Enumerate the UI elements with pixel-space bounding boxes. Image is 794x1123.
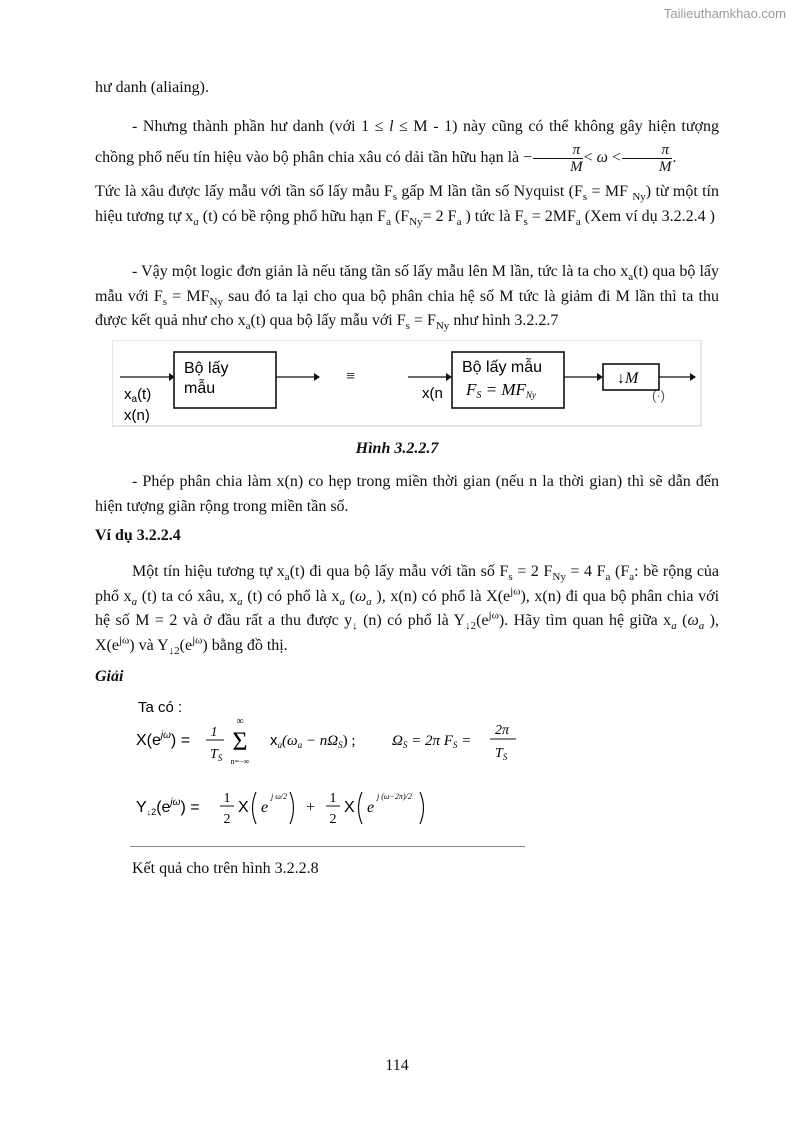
formula-paren-open-2 [359,792,363,824]
formula-X1: X [238,799,249,816]
formula-half-den-2: 2 [329,812,337,827]
solution-heading: Giải [95,668,124,685]
formula-sum-bottom: n=−∞ [230,757,250,766]
formula-half-num: 1 [223,791,231,806]
sampler-box-right-line2: FS = MFNy [466,380,536,401]
formula-term: $x_a(\omega_a - n\Omega_S)$ ; [270,732,356,750]
formula-paren-close-2 [420,792,424,824]
paragraph-result: Kết quả cho trên hình 3.2.2.8 [132,860,319,877]
formula-lhs2: $Y↓2(e^{j\omega})$ = [136,797,200,817]
page-number: 114 [385,1057,409,1074]
formula-one: 1 [210,725,218,740]
formula-exp2: j (ω−2π)/2 [377,792,412,801]
equivalence-sign: ≡ [346,368,356,385]
formula-divider [130,846,525,847]
paragraph-aliasing-condition: - Nhưng thành phần hư danh (với 1 ≤ l ≤ M - 1) này cũng có thể không gây hiện tượng chồng phổ nếu tín hiệu vào bộ phân chia xâu có dải tần hữu hạn là − $\frac{\pi}{M}$ < ω < $\frac{\pi}{M}$ . [95,118,719,175]
watermark: Tailieuthamkhao.com [663,6,786,21]
sampler-box-left-line1: Bộ lấy [184,360,229,377]
output-label-xn: x(n) [124,407,150,424]
formula-ts: $T_S$ [210,747,223,763]
decimator-label: ↓M [617,370,639,387]
formula-two-pi: 2π [494,723,510,738]
sampler-box-right-line1: Bộ lấy mẫu [462,359,543,376]
paragraph-example: Một tín hiệu tương tự $x_a(t)$ đi qua bộ lấy mẫu với tần số $F_s = 2$ $F_{Ny} = 4$ $F_a$ ($F_a$: bề rộng của phổ $x_a$ (t) ta có xâu, $x_a$ (t) có phổ là $x_a$ ($\omega_a$ ), x(n) có phổ là $X(e^{j\omega})$, x(n) đi qua bộ phân chia với hệ số M = 2 và ở đầu rất a thu được $y_↓$ (n) có phổ là $Y_{↓2}(e^{j\omega})$. Hãy tìm quan hệ giữa $x_a$ ($\omega_a$ ), $X(e^{j\omega})$ và $Y_{↓2}(e^{j\omega})$ bằng đồ thị. [95,563,720,657]
paragraph-time-compression: - Phép phân chia làm x(n) co hẹp trong miền thời gian (nếu n la thời gian) thì sẽ dẫn đến hiện tượng giãn rộng trong miền tần số. [95,473,719,515]
formula-ts-2: $T_S$ [495,746,508,762]
formula-intro: Ta có : [138,699,183,716]
example-heading: Ví dụ 3.2.2.4 [95,527,181,544]
formula-sum: Σ [232,727,248,756]
fraction-pi-over-M: $\frac{\pi}{M}$ [533,142,583,175]
figure-caption: Hình 3.2.2.7 [355,440,439,457]
input-label-xa: $x_a(t)$ [124,386,152,405]
formula-half-den: 2 [223,812,231,827]
block-diagram [112,340,702,427]
formula-lhs1: $X(e^{j\omega})$ = [136,730,191,749]
formula-paren-open-1 [253,792,257,824]
fraction-pi-over-M-2: $\frac{\pi}{M}$ [622,142,672,175]
formula-plus: + [306,799,316,816]
paragraph-aliasing: hư danh (aliaing). [95,79,209,96]
sampler-box-left-line2: mẫu [184,380,216,397]
formula-sum-top: ∞ [236,716,244,727]
formula-e1: e [261,799,269,816]
formula-X2: X [344,799,355,816]
output-label-right: (·) [652,388,665,403]
input-label-xn-right: x(n [422,385,443,402]
formula-half-num-2: 1 [329,791,337,806]
formula-e2: e [367,799,375,816]
paragraph-logic: - Vậy một logic đơn giản là nếu tăng tần số lấy mẫu lên M lần, tức là ta cho $x_a(t)$ qua bộ lấy mẫu với $F_s = MF_{Ny}$ sau đó ta lại cho qua bộ phân chia hệ số M tức là giảm đi M lần thì ta thu được kết quả như cho $x_a(t)$ qua bộ lấy mẫu với $F_s = F_{Ny}$ như hình 3.2.2.7 [95,263,720,333]
formula-paren-close-1 [290,792,294,824]
formula-exp1: j ω/2 [271,792,288,801]
formula-omega-s: $\Omega_S = 2\pi$ $F_S$ = [392,733,472,750]
paragraph-oversampling: Tức là xâu được lấy mẫu với tần số lấy mẫu $F_s$ gấp M lần tần số Nyquist ($F_s$ = MF $_{Ny}$) từ một tín hiệu tương tự $x_a$ (t) có bề rộng phổ hữu hạn $F_a$ ($F_{Ny}= 2$ $F_a$ ) tức là $F_s = 2MF_a$ (Xem ví dụ 3.2.2.4 ) [95,183,720,228]
formula-block [130,698,530,843]
